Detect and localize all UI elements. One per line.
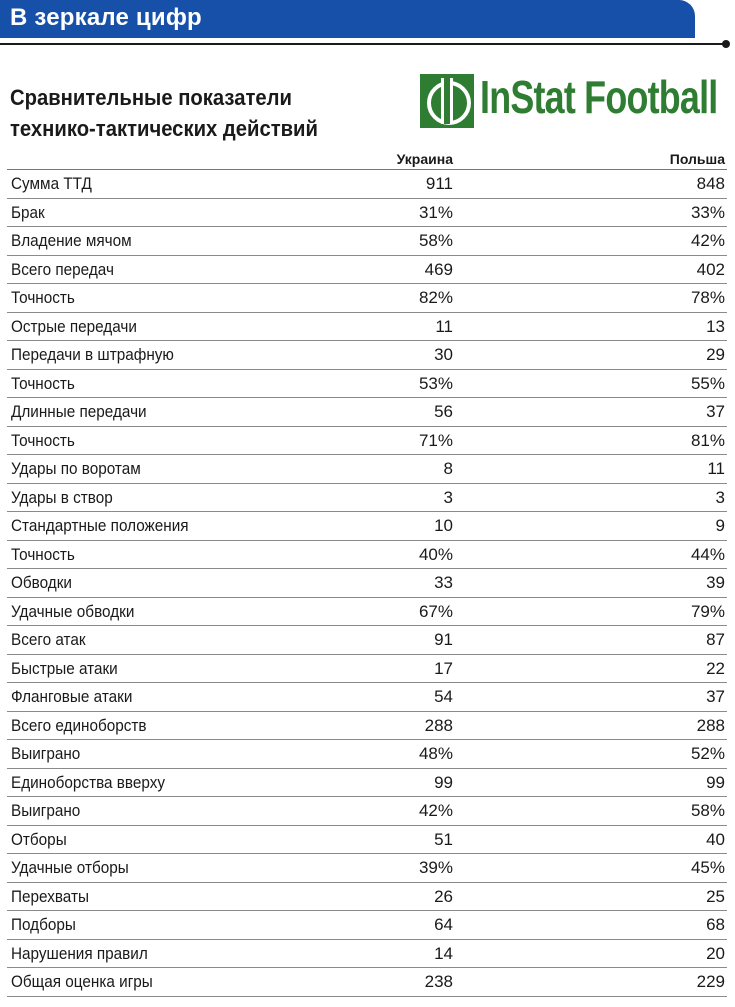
value-ukraine: 91 [434, 630, 453, 649]
value-poland: 45% [690, 858, 725, 877]
table-row [7, 683, 727, 712]
value-poland: 22 [706, 658, 725, 678]
value-poland: 25 [706, 886, 725, 906]
table-row [7, 826, 727, 855]
table-row [7, 199, 727, 228]
table-row [7, 370, 727, 399]
row-label: Выиграно [11, 801, 81, 820]
value-ukraine: 71% [418, 430, 453, 450]
table-row [7, 427, 727, 456]
logo-text: InStat Football [480, 71, 718, 123]
value-ukraine: 3 [443, 487, 453, 507]
row-label: Всего единоборств [11, 715, 147, 735]
value-poland: 37 [706, 687, 725, 706]
table-row [7, 712, 727, 741]
value-ukraine: 58% [418, 231, 453, 250]
value-poland: 44% [690, 544, 725, 564]
row-label: Удары в створ [11, 487, 113, 507]
row-label: Удары по воротам [11, 459, 141, 478]
value-poland: 55% [690, 373, 725, 393]
value-poland: 87 [706, 630, 725, 649]
row-label: Точность [11, 288, 75, 307]
table-row [7, 256, 727, 285]
row-label: Длинные передачи [11, 402, 147, 421]
value-poland: 81% [690, 430, 725, 450]
table-row [7, 541, 727, 570]
row-label: Выиграно [11, 744, 81, 763]
row-label: Точность [11, 544, 75, 564]
value-poland: 99 [706, 772, 725, 792]
value-poland: 78% [690, 288, 725, 307]
value-ukraine: 33 [434, 573, 453, 592]
table-row [7, 740, 727, 769]
row-label: Перехваты [11, 886, 89, 906]
value-poland: 39 [706, 573, 725, 592]
table-row [7, 655, 727, 684]
table-row [7, 484, 727, 513]
value-poland: 288 [696, 715, 725, 735]
table-row [7, 883, 727, 912]
value-poland: 29 [706, 345, 725, 364]
value-ukraine: 8 [443, 459, 453, 478]
value-ukraine: 40% [418, 544, 453, 564]
column-header-poland: Польша [669, 151, 725, 167]
row-label: Брак [11, 202, 45, 222]
page-title-line-2: технико-тактических действий [10, 116, 318, 141]
value-ukraine: 469 [424, 259, 453, 279]
row-label: Общая оценка игры [11, 972, 153, 991]
row-label: Подборы [11, 915, 76, 934]
row-label: Быстрые атаки [11, 658, 118, 678]
table-row [7, 227, 727, 256]
value-ukraine: 31% [418, 202, 453, 222]
table-row [7, 512, 727, 541]
value-ukraine: 17 [434, 658, 453, 678]
table-row [7, 569, 727, 598]
value-poland: 13 [706, 316, 725, 336]
section-title: В зеркале цифр [10, 4, 202, 31]
value-ukraine: 48% [418, 744, 453, 763]
row-label: Точность [11, 430, 75, 450]
value-poland: 37 [706, 402, 725, 421]
value-ukraine: 42% [418, 801, 453, 820]
value-ukraine: 10 [434, 516, 453, 535]
value-ukraine: 30 [434, 345, 453, 364]
section-banner [0, 0, 695, 38]
value-poland: 402 [696, 259, 725, 279]
value-poland: 33% [690, 202, 725, 222]
value-ukraine: 64 [434, 915, 453, 934]
row-label: Единоборства вверху [11, 772, 166, 792]
table-row [7, 626, 727, 655]
row-label: Обводки [11, 573, 72, 592]
row-label: Владение мячом [11, 231, 132, 250]
table-row [7, 170, 727, 199]
row-label: Всего передач [11, 259, 114, 279]
value-ukraine: 14 [434, 943, 453, 963]
value-poland: 3 [715, 487, 725, 507]
value-poland: 9 [715, 516, 725, 535]
value-poland: 20 [706, 943, 725, 963]
row-label: Точность [11, 373, 75, 393]
value-poland: 42% [690, 231, 725, 250]
page-title [10, 82, 378, 144]
value-poland: 79% [690, 601, 725, 621]
table-row [7, 284, 727, 313]
table-row [7, 769, 727, 798]
value-ukraine: 82% [418, 288, 453, 307]
table-row [7, 911, 727, 940]
header-rule [0, 43, 724, 45]
value-ukraine: 26 [434, 886, 453, 906]
header-rule-dot [722, 40, 730, 48]
row-label: Сумма ТТД [11, 174, 92, 193]
value-ukraine: 67% [418, 601, 453, 621]
table-row [7, 968, 727, 997]
row-label: Острые передачи [11, 316, 137, 336]
value-ukraine: 51 [434, 829, 453, 849]
row-label: Отборы [11, 829, 67, 849]
row-label: Всего атак [11, 630, 86, 649]
table-row [7, 455, 727, 484]
table-row [7, 940, 727, 969]
value-poland: 40 [706, 829, 725, 849]
value-ukraine: 11 [435, 316, 453, 336]
table-row [7, 797, 727, 826]
instat-football-logo [420, 71, 720, 132]
value-poland: 848 [696, 174, 725, 193]
page-title-line-1: Сравнительные показатели [10, 85, 292, 110]
row-label: Стандартные положения [11, 516, 189, 535]
value-ukraine: 238 [424, 972, 453, 991]
table-row [7, 398, 727, 427]
value-ukraine: 56 [434, 402, 453, 421]
value-ukraine: 53% [418, 373, 453, 393]
value-ukraine: 911 [425, 174, 453, 193]
table-row [7, 313, 727, 342]
table-row [7, 598, 727, 627]
value-poland: 52% [690, 744, 725, 763]
value-ukraine: 99 [434, 772, 453, 792]
column-header-ukraine: Украина [396, 151, 453, 167]
value-poland: 11 [707, 459, 725, 478]
row-label: Нарушения правил [11, 943, 148, 963]
value-poland: 229 [696, 972, 725, 991]
row-label: Удачные отборы [11, 858, 129, 877]
stats-table [7, 169, 727, 997]
row-label: Передачи в штрафную [11, 345, 174, 364]
row-label: Удачные обводки [11, 601, 135, 621]
value-ukraine: 39% [418, 858, 453, 877]
value-ukraine: 288 [424, 715, 453, 735]
row-label: Фланговые атаки [11, 687, 133, 706]
instat-logo-icon [420, 74, 474, 128]
value-poland: 58% [690, 801, 725, 820]
table-row [7, 854, 727, 883]
value-ukraine: 54 [434, 687, 453, 706]
value-poland: 68 [706, 915, 725, 934]
table-row [7, 341, 727, 370]
